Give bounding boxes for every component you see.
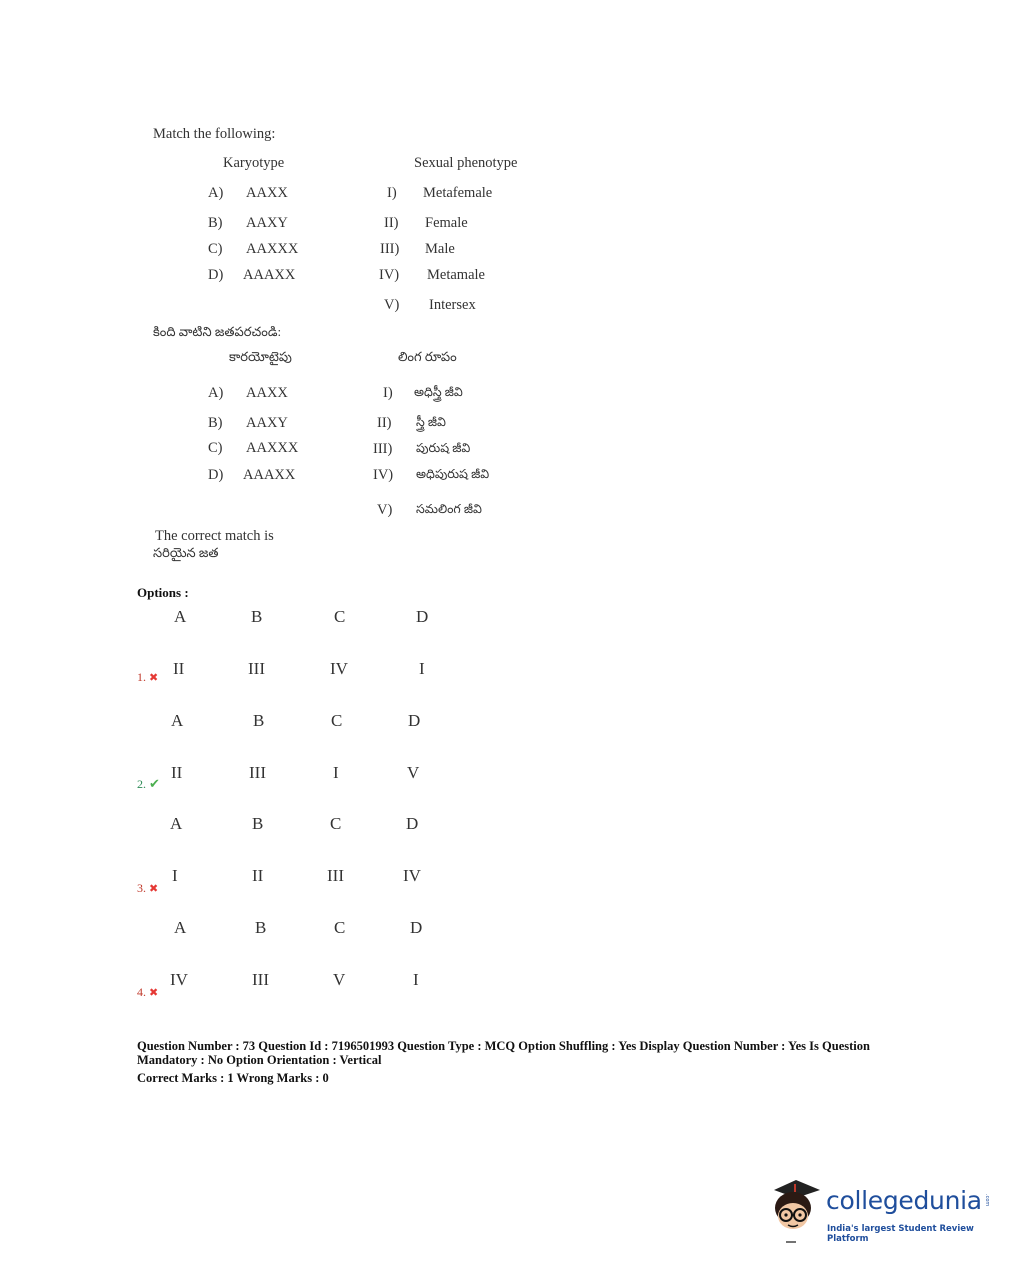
option-value: IV: [330, 659, 348, 678]
option-header: B: [251, 607, 263, 626]
wrong-mark-icon: ✖: [149, 882, 159, 895]
left-label: C): [208, 241, 223, 257]
option-header: D: [416, 607, 429, 626]
option-header: D: [406, 814, 419, 833]
option-header: D: [410, 918, 423, 937]
left-value: AAAXX: [243, 467, 296, 483]
left-value: AAAXX: [243, 267, 296, 283]
option-header: C: [334, 607, 346, 626]
question-meta-line-1: Question Number : 73 Question Id : 7196501993 Question Type : MCQ Option Shuffling : Yes Display Question Number : Yes Is Question: [137, 1039, 870, 1053]
left-label: D): [208, 267, 224, 283]
wrong-mark-icon: ✖: [149, 671, 159, 684]
right-value: Male: [425, 241, 455, 257]
column-header-phenotype-telugu: లింగ రూపం: [398, 349, 457, 364]
option-number: 1.: [137, 670, 146, 684]
option-2[interactable]: [137, 777, 160, 792]
question-meta-line-2: Mandatory : No Option Orientation : Vertical: [137, 1053, 382, 1067]
right-value: అధిస్త్రీ జీవి: [414, 385, 463, 399]
collegedunia-logo[interactable]: [766, 1178, 996, 1248]
option-3[interactable]: [137, 881, 158, 896]
option-value: II: [252, 866, 264, 885]
right-value: స్త్రీ జీవి: [416, 415, 446, 429]
right-value: Metamale: [427, 267, 485, 283]
options-label: Options :: [137, 585, 189, 600]
option-value: IV: [403, 866, 421, 885]
option-value: I: [413, 970, 419, 989]
right-value: Intersex: [429, 297, 476, 313]
right-label: III): [373, 441, 393, 457]
logo-tagline: India's largest Student Review Platform: [827, 1224, 974, 1244]
question-prompt-telugu: కింది వాటిని జతపరచండి:: [153, 324, 282, 339]
option-value: I: [172, 866, 178, 885]
left-value: AAXXX: [246, 241, 299, 257]
option-header: A: [171, 711, 184, 730]
option-header: A: [170, 814, 183, 833]
logo-wordmark: collegedunia: [826, 1186, 982, 1215]
option-header: B: [255, 918, 267, 937]
option-value: V: [333, 970, 346, 989]
option-number: 2.: [137, 777, 146, 791]
right-value: అధిపురుష జీవి: [416, 467, 490, 481]
right-label: II): [384, 215, 399, 231]
right-label: I): [387, 185, 397, 201]
left-value: AAXY: [246, 415, 288, 431]
option-header: C: [331, 711, 343, 730]
right-label: III): [380, 241, 400, 257]
question-meta-line-3: Correct Marks : 1 Wrong Marks : 0: [137, 1071, 329, 1085]
column-header-karyotype: Karyotype: [223, 155, 285, 171]
left-label: A): [208, 185, 224, 201]
left-label: D): [208, 467, 224, 483]
option-number: 4.: [137, 985, 146, 999]
option-value: IV: [170, 970, 188, 989]
right-label: I): [383, 385, 393, 401]
left-value: AAXX: [246, 185, 288, 201]
option-header: D: [408, 711, 421, 730]
right-label: II): [377, 415, 392, 431]
right-value: సమలింగ జీవి: [416, 502, 482, 516]
question-prompt-english: Match the following:: [153, 126, 276, 142]
left-value: AAXY: [246, 215, 288, 231]
correct-check-icon: ✔: [149, 777, 160, 792]
left-label: B): [208, 415, 223, 431]
option-header: C: [330, 814, 342, 833]
option-header: B: [252, 814, 264, 833]
option-value: V: [407, 763, 420, 782]
column-header-karyotype-telugu: కారయోటైపు: [229, 349, 292, 364]
left-label: A): [208, 385, 224, 401]
left-label: C): [208, 440, 223, 456]
left-value: AAXX: [246, 385, 288, 401]
right-label: IV): [379, 267, 400, 283]
right-value: Female: [425, 215, 468, 231]
right-value: Metafemale: [423, 185, 493, 201]
left-value: AAXXX: [246, 440, 299, 456]
option-1[interactable]: [137, 670, 158, 685]
option-4[interactable]: [137, 985, 158, 1000]
option-value: III: [249, 763, 266, 782]
option-value: II: [173, 659, 185, 678]
wrong-mark-icon: ✖: [149, 986, 159, 999]
left-label: B): [208, 215, 223, 231]
right-label: V): [384, 297, 400, 313]
option-header: A: [174, 607, 187, 626]
option-number: 3.: [137, 881, 146, 895]
column-header-phenotype: Sexual phenotype: [414, 155, 518, 171]
right-value: పురుష జీవి: [416, 441, 471, 455]
correct-match-english: The correct match is: [155, 528, 274, 544]
correct-match-telugu: సరియైన జత: [153, 545, 219, 560]
option-header: C: [334, 918, 346, 937]
right-label: IV): [373, 467, 394, 483]
option-header: A: [174, 918, 187, 937]
mascot-icon: [766, 1178, 826, 1248]
option-value: I: [333, 763, 339, 782]
option-value: III: [327, 866, 344, 885]
option-value: III: [252, 970, 269, 989]
logo-suffix: .com: [984, 1194, 990, 1207]
option-header: B: [253, 711, 265, 730]
option-value: III: [248, 659, 265, 678]
option-value: II: [171, 763, 183, 782]
right-label: V): [377, 502, 393, 518]
option-value: I: [419, 659, 425, 678]
